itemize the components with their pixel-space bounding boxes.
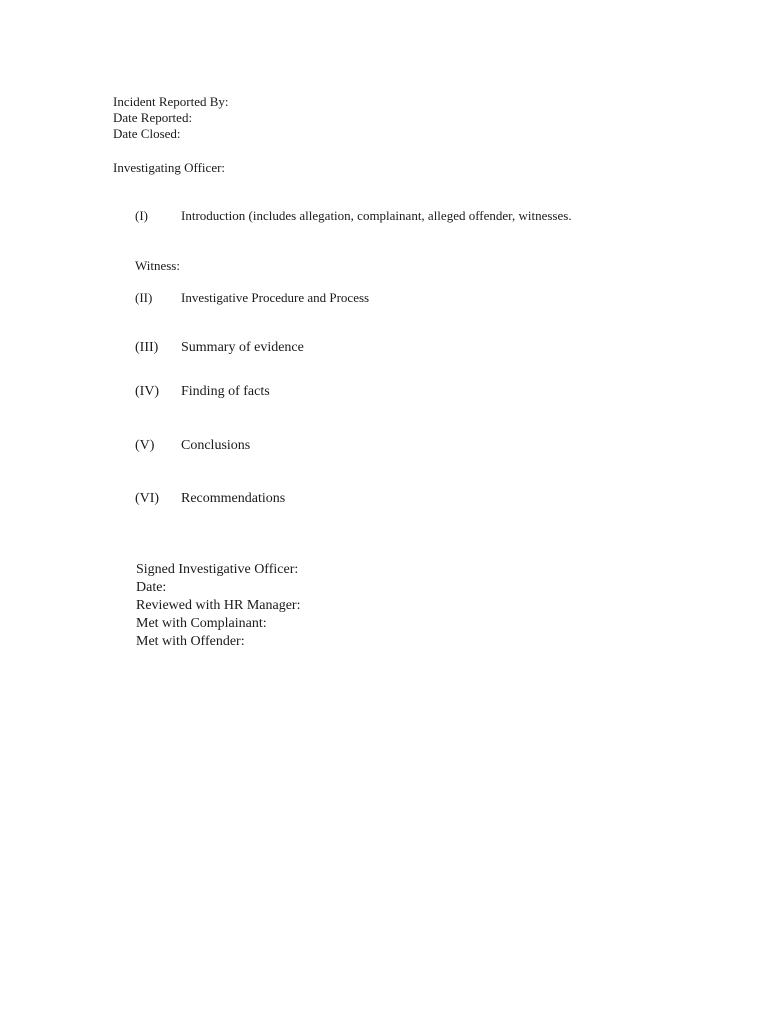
section-number-4: (IV): [135, 384, 160, 399]
reviewed-with-hr-label: Reviewed with HR Manager:: [136, 598, 301, 613]
section-title-finding-of-facts: Finding of facts: [181, 384, 270, 399]
section-number-2: (II): [135, 290, 153, 305]
section-number-5: (V): [135, 438, 155, 453]
witness-label: Witness:: [135, 258, 180, 273]
signed-investigative-officer-label: Signed Investigative Officer:: [136, 562, 299, 577]
date-closed-label: Date Closed:: [113, 126, 181, 141]
section-title-introduction: Introduction (includes allegation, complainant, alleged offender, witnesses.: [181, 208, 572, 223]
section-title-conclusions: Conclusions: [181, 438, 251, 453]
section-title-recommendations: Recommendations: [181, 491, 286, 506]
section-number-1: (I): [135, 208, 148, 223]
section-number-6: (VI): [135, 491, 160, 506]
signoff-date-label: Date:: [136, 580, 167, 595]
section-title-summary-of-evidence: Summary of evidence: [181, 340, 304, 355]
met-with-offender-label: Met with Offender:: [136, 634, 245, 649]
investigating-officer-label: Investigating Officer:: [113, 160, 226, 175]
date-reported-label: Date Reported:: [113, 110, 193, 125]
section-number-3: (III): [135, 340, 159, 355]
section-title-procedure: Investigative Procedure and Process: [181, 290, 370, 305]
incident-reported-by-label: Incident Reported By:: [113, 94, 229, 109]
met-with-complainant-label: Met with Complainant:: [136, 616, 267, 631]
